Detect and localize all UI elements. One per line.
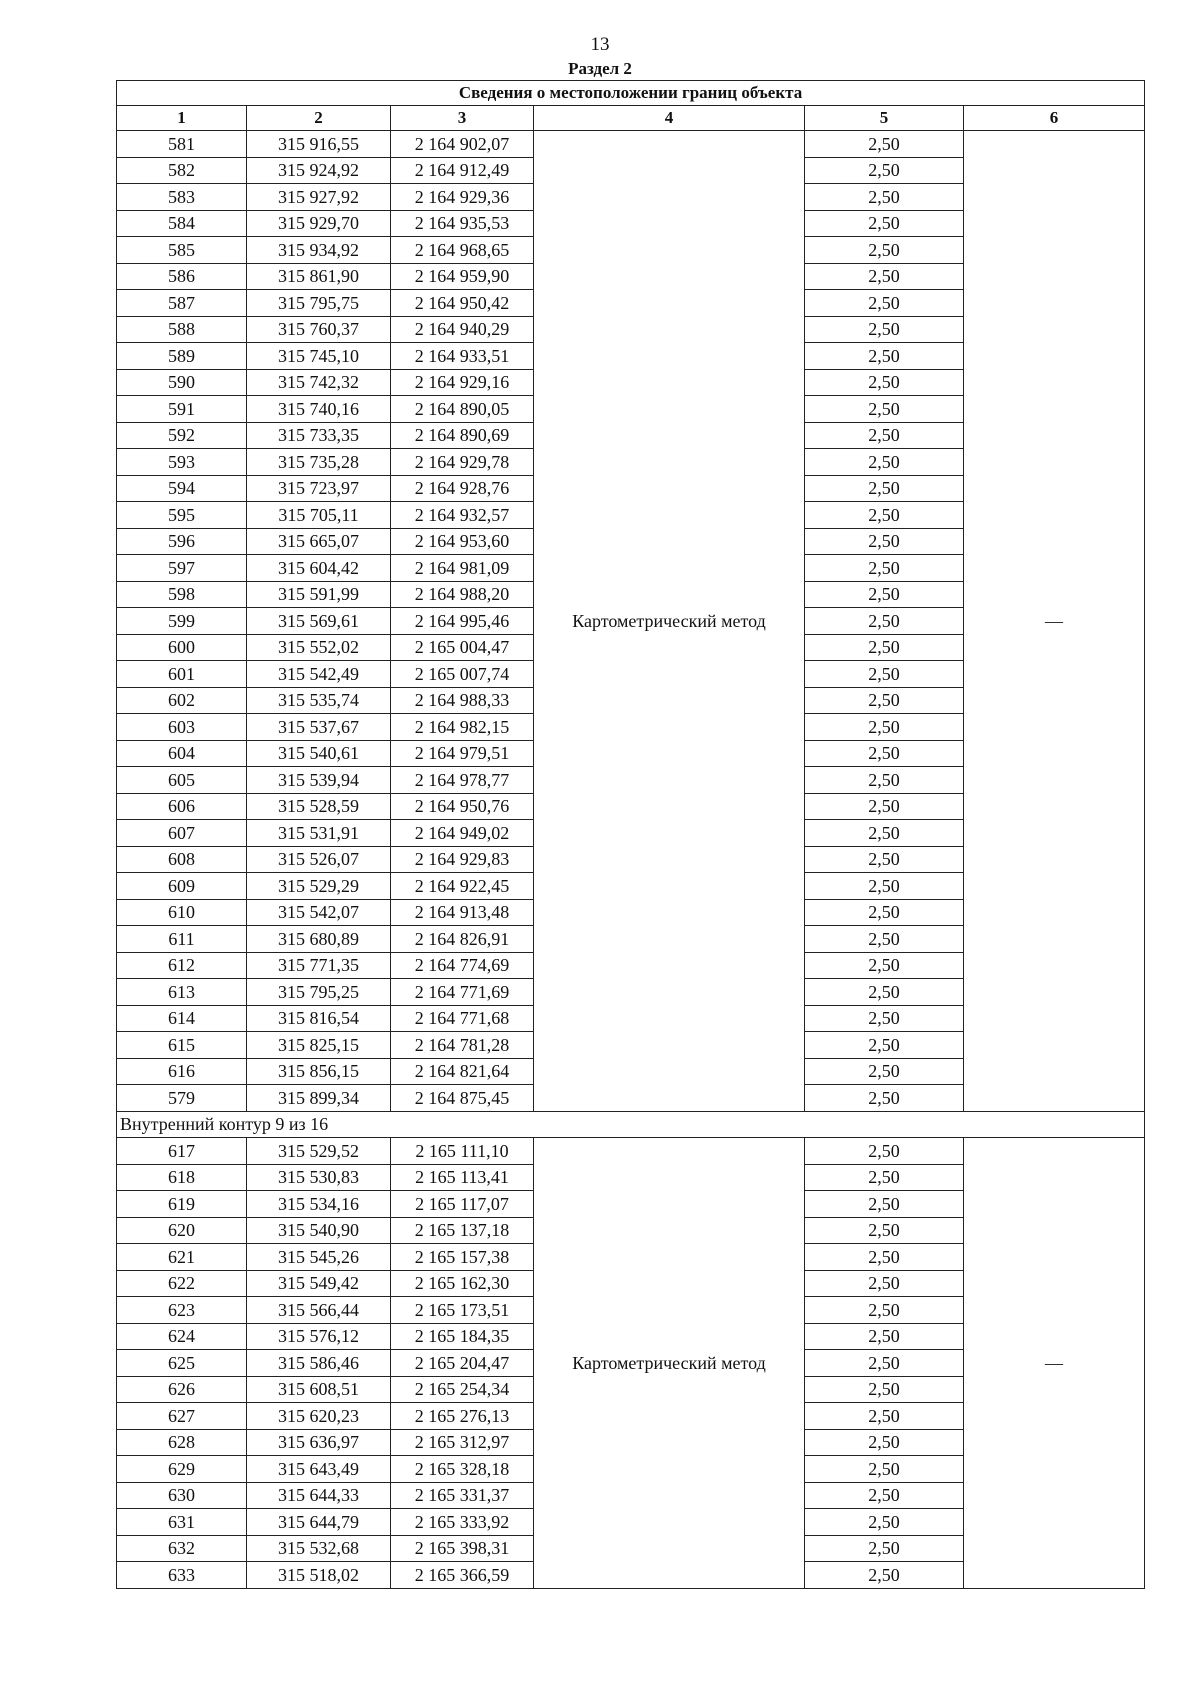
y-coordinate-cell: 2 164 922,45	[391, 873, 534, 900]
accuracy-cell: 2,50	[805, 528, 964, 555]
contour-label-row	[117, 1111, 1145, 1138]
x-coordinate-cell: 315 745,10	[247, 343, 391, 370]
accuracy-cell: 2,50	[805, 343, 964, 370]
y-coordinate-cell: 2 165 137,18	[391, 1217, 534, 1244]
x-coordinate-cell: 315 604,42	[247, 555, 391, 582]
x-coordinate-cell: 315 591,99	[247, 581, 391, 608]
y-coordinate-cell: 2 164 875,45	[391, 1085, 534, 1112]
accuracy-cell: 2,50	[805, 1323, 964, 1350]
x-coordinate-cell: 315 916,55	[247, 131, 391, 158]
description-cell: —	[964, 1138, 1145, 1589]
point-number-cell: 629	[117, 1456, 247, 1483]
accuracy-cell: 2,50	[805, 396, 964, 423]
point-number-cell: 615	[117, 1032, 247, 1059]
x-coordinate-cell: 315 566,44	[247, 1297, 391, 1324]
accuracy-cell: 2,50	[805, 1244, 964, 1271]
x-coordinate-cell: 315 861,90	[247, 263, 391, 290]
point-number-cell: 594	[117, 475, 247, 502]
point-number-cell: 632	[117, 1535, 247, 1562]
accuracy-cell: 2,50	[805, 263, 964, 290]
column-header: 6	[964, 106, 1145, 131]
accuracy-cell: 2,50	[805, 846, 964, 873]
x-coordinate-cell: 315 539,94	[247, 767, 391, 794]
point-number-cell: 595	[117, 502, 247, 529]
accuracy-cell: 2,50	[805, 1482, 964, 1509]
x-coordinate-cell: 315 899,34	[247, 1085, 391, 1112]
x-coordinate-cell: 315 643,49	[247, 1456, 391, 1483]
x-coordinate-cell: 315 552,02	[247, 634, 391, 661]
x-coordinate-cell: 315 528,59	[247, 793, 391, 820]
accuracy-cell: 2,50	[805, 926, 964, 953]
y-coordinate-cell: 2 164 890,05	[391, 396, 534, 423]
y-coordinate-cell: 2 164 890,69	[391, 422, 534, 449]
x-coordinate-cell: 315 680,89	[247, 926, 391, 953]
y-coordinate-cell: 2 165 004,47	[391, 634, 534, 661]
accuracy-cell: 2,50	[805, 131, 964, 158]
accuracy-cell: 2,50	[805, 714, 964, 741]
y-coordinate-cell: 2 165 162,30	[391, 1270, 534, 1297]
point-number-cell: 582	[117, 157, 247, 184]
y-coordinate-cell: 2 164 959,90	[391, 263, 534, 290]
accuracy-cell: 2,50	[805, 1562, 964, 1589]
accuracy-cell: 2,50	[805, 1270, 964, 1297]
accuracy-cell: 2,50	[805, 1509, 964, 1536]
y-coordinate-cell: 2 164 771,68	[391, 1005, 534, 1032]
x-coordinate-cell: 315 529,52	[247, 1138, 391, 1165]
point-number-cell: 601	[117, 661, 247, 688]
point-number-cell: 633	[117, 1562, 247, 1589]
point-number-cell: 606	[117, 793, 247, 820]
point-number-cell: 624	[117, 1323, 247, 1350]
accuracy-cell: 2,50	[805, 157, 964, 184]
y-coordinate-cell: 2 164 902,07	[391, 131, 534, 158]
y-coordinate-cell: 2 164 935,53	[391, 210, 534, 237]
x-coordinate-cell: 315 705,11	[247, 502, 391, 529]
description-cell: —	[964, 131, 1145, 1112]
x-coordinate-cell: 315 856,15	[247, 1058, 391, 1085]
x-coordinate-cell: 315 795,75	[247, 290, 391, 317]
y-coordinate-cell: 2 165 398,31	[391, 1535, 534, 1562]
y-coordinate-cell: 2 164 774,69	[391, 952, 534, 979]
accuracy-cell: 2,50	[805, 290, 964, 317]
point-number-cell: 597	[117, 555, 247, 582]
y-coordinate-cell: 2 164 968,65	[391, 237, 534, 264]
column-header-row	[117, 106, 1145, 131]
table-row	[117, 131, 1145, 158]
point-number-cell: 616	[117, 1058, 247, 1085]
x-coordinate-cell: 315 586,46	[247, 1350, 391, 1377]
point-number-cell: 618	[117, 1164, 247, 1191]
y-coordinate-cell: 2 164 771,69	[391, 979, 534, 1006]
accuracy-cell: 2,50	[805, 687, 964, 714]
y-coordinate-cell: 2 164 988,33	[391, 687, 534, 714]
point-number-cell: 605	[117, 767, 247, 794]
point-number-cell: 591	[117, 396, 247, 423]
point-number-cell: 588	[117, 316, 247, 343]
y-coordinate-cell: 2 164 988,20	[391, 581, 534, 608]
point-number-cell: 608	[117, 846, 247, 873]
point-number-cell: 585	[117, 237, 247, 264]
column-header: 2	[247, 106, 391, 131]
column-header: 1	[117, 106, 247, 131]
table-caption: Сведения о местоположении границ объекта	[117, 81, 1145, 106]
point-number-cell: 600	[117, 634, 247, 661]
y-coordinate-cell: 2 164 953,60	[391, 528, 534, 555]
method-cell: Картометрический метод	[534, 131, 805, 1112]
accuracy-cell: 2,50	[805, 820, 964, 847]
column-header: 5	[805, 106, 964, 131]
accuracy-cell: 2,50	[805, 952, 964, 979]
accuracy-cell: 2,50	[805, 740, 964, 767]
point-number-cell: 619	[117, 1191, 247, 1218]
y-coordinate-cell: 2 165 173,51	[391, 1297, 534, 1324]
y-coordinate-cell: 2 165 111,10	[391, 1138, 534, 1165]
accuracy-cell: 2,50	[805, 608, 964, 635]
accuracy-cell: 2,50	[805, 1005, 964, 1032]
x-coordinate-cell: 315 927,92	[247, 184, 391, 211]
accuracy-cell: 2,50	[805, 422, 964, 449]
point-number-cell: 579	[117, 1085, 247, 1112]
y-coordinate-cell: 2 164 933,51	[391, 343, 534, 370]
x-coordinate-cell: 315 537,67	[247, 714, 391, 741]
point-number-cell: 609	[117, 873, 247, 900]
y-coordinate-cell: 2 165 328,18	[391, 1456, 534, 1483]
x-coordinate-cell: 315 532,68	[247, 1535, 391, 1562]
accuracy-cell: 2,50	[805, 1429, 964, 1456]
accuracy-cell: 2,50	[805, 793, 964, 820]
point-number-cell: 583	[117, 184, 247, 211]
column-header: 4	[534, 106, 805, 131]
x-coordinate-cell: 315 529,29	[247, 873, 391, 900]
x-coordinate-cell: 315 540,61	[247, 740, 391, 767]
accuracy-cell: 2,50	[805, 1456, 964, 1483]
y-coordinate-cell: 2 165 117,07	[391, 1191, 534, 1218]
y-coordinate-cell: 2 165 113,41	[391, 1164, 534, 1191]
x-coordinate-cell: 315 620,23	[247, 1403, 391, 1430]
point-number-cell: 630	[117, 1482, 247, 1509]
accuracy-cell: 2,50	[805, 1217, 964, 1244]
point-number-cell: 610	[117, 899, 247, 926]
x-coordinate-cell: 315 816,54	[247, 1005, 391, 1032]
x-coordinate-cell: 315 569,61	[247, 608, 391, 635]
point-number-cell: 631	[117, 1509, 247, 1536]
accuracy-cell: 2,50	[805, 1403, 964, 1430]
y-coordinate-cell: 2 164 929,36	[391, 184, 534, 211]
x-coordinate-cell: 315 924,92	[247, 157, 391, 184]
point-number-cell: 623	[117, 1297, 247, 1324]
point-number-cell: 589	[117, 343, 247, 370]
y-coordinate-cell: 2 164 950,76	[391, 793, 534, 820]
y-coordinate-cell: 2 164 995,46	[391, 608, 534, 635]
x-coordinate-cell: 315 735,28	[247, 449, 391, 476]
x-coordinate-cell: 315 934,92	[247, 237, 391, 264]
x-coordinate-cell: 315 526,07	[247, 846, 391, 873]
y-coordinate-cell: 2 164 929,83	[391, 846, 534, 873]
accuracy-cell: 2,50	[805, 1297, 964, 1324]
x-coordinate-cell: 315 929,70	[247, 210, 391, 237]
accuracy-cell: 2,50	[805, 369, 964, 396]
accuracy-cell: 2,50	[805, 1535, 964, 1562]
y-coordinate-cell: 2 164 912,49	[391, 157, 534, 184]
point-number-cell: 596	[117, 528, 247, 555]
accuracy-cell: 2,50	[805, 1138, 964, 1165]
accuracy-cell: 2,50	[805, 979, 964, 1006]
x-coordinate-cell: 315 549,42	[247, 1270, 391, 1297]
x-coordinate-cell: 315 576,12	[247, 1323, 391, 1350]
point-number-cell: 607	[117, 820, 247, 847]
x-coordinate-cell: 315 531,91	[247, 820, 391, 847]
x-coordinate-cell: 315 665,07	[247, 528, 391, 555]
y-coordinate-cell: 2 164 928,76	[391, 475, 534, 502]
column-header: 3	[391, 106, 534, 131]
accuracy-cell: 2,50	[805, 1085, 964, 1112]
table-body	[117, 131, 1145, 1589]
point-number-cell: 587	[117, 290, 247, 317]
point-number-cell: 604	[117, 740, 247, 767]
section-title: Раздел 2	[568, 59, 632, 78]
accuracy-cell: 2,50	[805, 1164, 964, 1191]
x-coordinate-cell: 315 545,26	[247, 1244, 391, 1271]
x-coordinate-cell: 315 534,16	[247, 1191, 391, 1218]
point-number-cell: 611	[117, 926, 247, 953]
accuracy-cell: 2,50	[805, 1032, 964, 1059]
y-coordinate-cell: 2 165 366,59	[391, 1562, 534, 1589]
y-coordinate-cell: 2 165 312,97	[391, 1429, 534, 1456]
point-number-cell: 586	[117, 263, 247, 290]
point-number-cell: 593	[117, 449, 247, 476]
y-coordinate-cell: 2 164 981,09	[391, 555, 534, 582]
accuracy-cell: 2,50	[805, 210, 964, 237]
x-coordinate-cell: 315 760,37	[247, 316, 391, 343]
y-coordinate-cell: 2 164 781,28	[391, 1032, 534, 1059]
contour-label: Внутренний контур 9 из 16	[117, 1111, 1145, 1138]
point-number-cell: 598	[117, 581, 247, 608]
x-coordinate-cell: 315 530,83	[247, 1164, 391, 1191]
x-coordinate-cell: 315 535,74	[247, 687, 391, 714]
x-coordinate-cell: 315 608,51	[247, 1376, 391, 1403]
y-coordinate-cell: 2 164 913,48	[391, 899, 534, 926]
accuracy-cell: 2,50	[805, 449, 964, 476]
point-number-cell: 625	[117, 1350, 247, 1377]
point-number-cell: 620	[117, 1217, 247, 1244]
point-number-cell: 614	[117, 1005, 247, 1032]
x-coordinate-cell: 315 644,33	[247, 1482, 391, 1509]
x-coordinate-cell: 315 542,49	[247, 661, 391, 688]
y-coordinate-cell: 2 164 826,91	[391, 926, 534, 953]
accuracy-cell: 2,50	[805, 873, 964, 900]
y-coordinate-cell: 2 165 254,34	[391, 1376, 534, 1403]
y-coordinate-cell: 2 165 333,92	[391, 1509, 534, 1536]
point-number-cell: 590	[117, 369, 247, 396]
x-coordinate-cell: 315 825,15	[247, 1032, 391, 1059]
y-coordinate-cell: 2 164 821,64	[391, 1058, 534, 1085]
page-number: 13	[590, 34, 610, 55]
x-coordinate-cell: 315 795,25	[247, 979, 391, 1006]
x-coordinate-cell: 315 644,79	[247, 1509, 391, 1536]
point-number-cell: 603	[117, 714, 247, 741]
y-coordinate-cell: 2 165 276,13	[391, 1403, 534, 1430]
accuracy-cell: 2,50	[805, 237, 964, 264]
accuracy-cell: 2,50	[805, 767, 964, 794]
point-number-cell: 581	[117, 131, 247, 158]
y-coordinate-cell: 2 164 950,42	[391, 290, 534, 317]
x-coordinate-cell: 315 740,16	[247, 396, 391, 423]
y-coordinate-cell: 2 165 204,47	[391, 1350, 534, 1377]
y-coordinate-cell: 2 164 978,77	[391, 767, 534, 794]
y-coordinate-cell: 2 164 940,29	[391, 316, 534, 343]
y-coordinate-cell: 2 164 949,02	[391, 820, 534, 847]
table-row	[117, 1138, 1145, 1165]
x-coordinate-cell: 315 636,97	[247, 1429, 391, 1456]
y-coordinate-cell: 2 164 982,15	[391, 714, 534, 741]
accuracy-cell: 2,50	[805, 555, 964, 582]
x-coordinate-cell: 315 723,97	[247, 475, 391, 502]
accuracy-cell: 2,50	[805, 1350, 964, 1377]
x-coordinate-cell: 315 742,32	[247, 369, 391, 396]
y-coordinate-cell: 2 165 157,38	[391, 1244, 534, 1271]
accuracy-cell: 2,50	[805, 475, 964, 502]
y-coordinate-cell: 2 165 331,37	[391, 1482, 534, 1509]
point-number-cell: 592	[117, 422, 247, 449]
point-number-cell: 628	[117, 1429, 247, 1456]
accuracy-cell: 2,50	[805, 184, 964, 211]
accuracy-cell: 2,50	[805, 634, 964, 661]
x-coordinate-cell: 315 542,07	[247, 899, 391, 926]
accuracy-cell: 2,50	[805, 316, 964, 343]
point-number-cell: 626	[117, 1376, 247, 1403]
accuracy-cell: 2,50	[805, 1376, 964, 1403]
y-coordinate-cell: 2 165 184,35	[391, 1323, 534, 1350]
point-number-cell: 621	[117, 1244, 247, 1271]
y-coordinate-cell: 2 165 007,74	[391, 661, 534, 688]
accuracy-cell: 2,50	[805, 661, 964, 688]
point-number-cell: 617	[117, 1138, 247, 1165]
method-cell: Картометрический метод	[534, 1138, 805, 1589]
boundary-table	[116, 80, 1145, 1589]
y-coordinate-cell: 2 164 979,51	[391, 740, 534, 767]
point-number-cell: 622	[117, 1270, 247, 1297]
point-number-cell: 602	[117, 687, 247, 714]
accuracy-cell: 2,50	[805, 1058, 964, 1085]
accuracy-cell: 2,50	[805, 502, 964, 529]
y-coordinate-cell: 2 164 929,78	[391, 449, 534, 476]
accuracy-cell: 2,50	[805, 1191, 964, 1218]
y-coordinate-cell: 2 164 929,16	[391, 369, 534, 396]
accuracy-cell: 2,50	[805, 581, 964, 608]
point-number-cell: 627	[117, 1403, 247, 1430]
x-coordinate-cell: 315 518,02	[247, 1562, 391, 1589]
y-coordinate-cell: 2 164 932,57	[391, 502, 534, 529]
point-number-cell: 613	[117, 979, 247, 1006]
x-coordinate-cell: 315 733,35	[247, 422, 391, 449]
x-coordinate-cell: 315 771,35	[247, 952, 391, 979]
point-number-cell: 612	[117, 952, 247, 979]
point-number-cell: 599	[117, 608, 247, 635]
x-coordinate-cell: 315 540,90	[247, 1217, 391, 1244]
point-number-cell: 584	[117, 210, 247, 237]
accuracy-cell: 2,50	[805, 899, 964, 926]
